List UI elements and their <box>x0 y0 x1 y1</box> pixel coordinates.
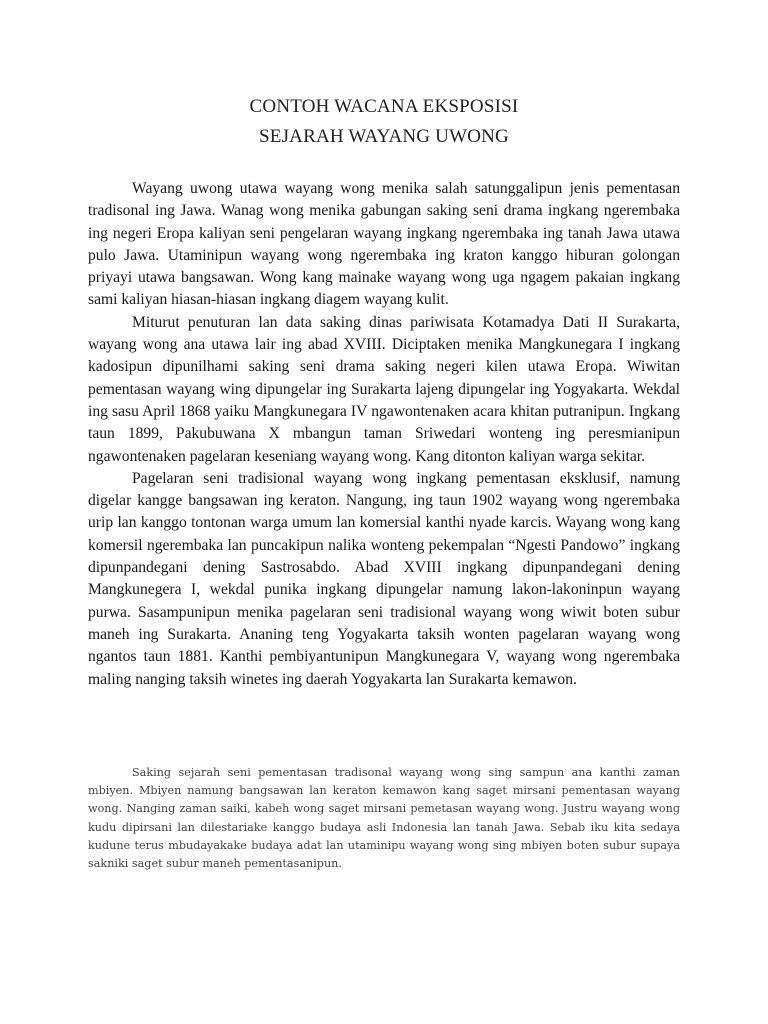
title-line-1: CONTOH WACANA EKSPOSISI <box>249 96 519 117</box>
paragraph-1: Wayang uwong utawa wayang wong menika salah satunggalipun jenis pementasan tradisonal ing Jawa. Wanag wong menika gabungan saking seni drama ingkang ngerembaka ing negeri Eropa kaliyan seni pengelaran wayang ingkang ngerembaka ing tanah Jawa utawa pulo Jawa. Utaminipun wayang wong ngerembaka ing kraton kanggo hiburan golongan priyayi utawa bangsawan. Wong kang mainake wayang wong uga ngagem pakaian ingkang sami kaliyan hiasan-hiasan ingkang diagem wayang kulit. <box>88 180 680 309</box>
closing-section <box>88 764 680 873</box>
title-line-2: SEJARAH WAYANG UWONG <box>259 126 509 147</box>
paragraph-2: Miturut penuturan lan data saking dinas pariwisata Kotamadya Dati II Surakarta, wayang wong ana utawa lair ing abad XVIII. Diciptaken menika Mangkunegara I ingkang kadosipun dipunilhami saking seni drama saking negeri kilen utawa Eropa. Wiwitan pementasan wayang wing dipungelar ing Surakarta lajeng dipungelar ing Yogyakarta. Wekdal ing sasu April 1868 yaiku Mangkunegara IV ngawontenaken acara khitan putranipun. Ingkang taun 1899, Pakubuwana X mbangun taman Sriwedari wonteng ing peresmianipun ngawontenaken pagelaran keseniang wayang wong. Kang ditonton kaliyan warga sekitar. <box>88 313 680 465</box>
page-title <box>0 92 768 152</box>
paragraph-3: Pagelaran seni tradisional wayang wong ingkang pementasan eksklusif, namung digelar kangge bangsawan ing keraton. Nangung, ing taun 1902 wayang wong ngerembaka urip lan kanggo tontonan warga umum lan komersial kanthi nyade karcis. Wayang wong kang komersil ngerembaka lan puncakipun nalika wonteng pekempalan “Ngesti Pandowo” ingkang dipunpandegani dening Sastrosabdo. Abad XVIII ingkang dipunpandegani dening Mangkunegera I, wekdal punika ingkang dipungelar namung lakon-lakoninpun wayang purwa. Sasampunipun menika pagelaran seni tradisional wayang wong wiwit boten subur maneh ing Surakarta. Ananing teng Yogyakarta taksih wonten pagelaran wayang wong ngantos taun 1881. Kanthi pembiyantunipun Mangkunegara V, wayang wong ngerembaka maling nanging taksih winetes ing daerah Yogyakarta lan Surakarta kemawon. <box>88 469 680 688</box>
main-body <box>88 178 680 691</box>
closing-paragraph: Saking sejarah seni pementasan tradisonal wayang wong sing sampun ana kanthi zaman mbiyen. Mbiyen namung bangsawan lan keraton kemawon kang saget mirsani pementasan wayang wong. Nanging zaman saiki, kabeh wong saget mirsani pemetasan wayang wong. Justru wayang wong kudu dipirsani lan dilestariake kanggo budaya asli Indonesia lan tanah Jawa. Sebab iku kita sedaya kudune terus mbudayakake budaya adat lan utaminipu wayang wong sing mbiyen boten subur supaya sakniki saget subur maneh pementasanipun. <box>88 766 680 871</box>
